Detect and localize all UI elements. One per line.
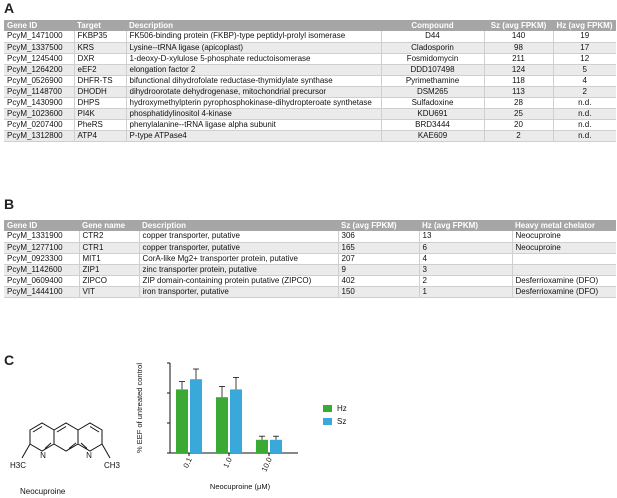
table-b-cell: 13 <box>419 231 512 242</box>
y-axis-label: % EEF of untreated control <box>135 362 144 454</box>
table-b-cell: ZIPCO <box>79 275 139 286</box>
table-a-cell: PI4K <box>74 108 126 119</box>
table-a-cell: 12 <box>553 53 616 64</box>
table-b-row <box>4 253 616 264</box>
table-a-cell: 19 <box>553 31 616 42</box>
table-a-header-3: Compound <box>381 20 484 31</box>
table-b-cell: Desferrioxamine (DFO) <box>512 275 616 286</box>
table-a-cell: 98 <box>484 42 553 53</box>
table-b-cell: 2 <box>419 275 512 286</box>
table-a-cell: 5 <box>553 64 616 75</box>
table-a-cell: PcyM_1471000 <box>4 31 74 42</box>
table-b-cell: copper transporter, putative <box>139 231 338 242</box>
atom-label-n-right: N <box>86 451 92 460</box>
legend-label-hz: Hz <box>337 404 347 413</box>
table-b-cell: 6 <box>419 242 512 253</box>
bar-hz-0.1 <box>176 389 188 453</box>
table-a-cell: phenylalanine--tRNA ligase alpha subunit <box>126 119 381 130</box>
table-b-cell: PcyM_0609400 <box>4 275 79 286</box>
legend-swatch-hz <box>323 405 332 412</box>
table-b-cell: Neocuproine <box>512 242 616 253</box>
table-a-cell: Pyrimethamine <box>381 75 484 86</box>
table-a-cell: DDD107498 <box>381 64 484 75</box>
table-b-cell: PcyM_1142600 <box>4 264 79 275</box>
atom-label-methyl-left: H3C <box>9 461 27 470</box>
table-a-cell: PcyM_0526900 <box>4 75 74 86</box>
x-tick-label: 1.0 <box>221 456 234 470</box>
table-a-cell: 1-deoxy-D-xylulose 5-phosphate reductoisomerase <box>126 53 381 64</box>
table-a-cell: elongation factor 2 <box>126 64 381 75</box>
table-a-cell: 28 <box>484 97 553 108</box>
table-a-row <box>4 64 616 75</box>
table-a-cell: 124 <box>484 64 553 75</box>
table-a <box>4 20 616 142</box>
table-a-row <box>4 97 616 108</box>
eef-bar-chart <box>130 355 380 495</box>
table-a-row <box>4 75 616 86</box>
table-a-cell: n.d. <box>553 97 616 108</box>
table-a-cell: DXR <box>74 53 126 64</box>
table-a-header-4: Sz (avg FPKM) <box>484 20 553 31</box>
table-b-header-3: Sz (avg FPKM) <box>338 220 419 231</box>
bar-sz-1.0 <box>230 389 242 453</box>
table-b-cell: 1 <box>419 286 512 297</box>
table-a-row <box>4 119 616 130</box>
table-a-cell: BRD3444 <box>381 119 484 130</box>
table-a-cell: 25 <box>484 108 553 119</box>
table-a-cell: PheRS <box>74 119 126 130</box>
table-b-cell: ZIP1 <box>79 264 139 275</box>
table-a-cell: DHODH <box>74 86 126 97</box>
table-a-cell: ATP4 <box>74 130 126 141</box>
table-a-cell: 2 <box>553 86 616 97</box>
table-b-cell: 9 <box>338 264 419 275</box>
table-a-cell: DSM265 <box>381 86 484 97</box>
table-a-cell: 211 <box>484 53 553 64</box>
panel-a-letter: A <box>4 0 15 16</box>
table-b-cell: CTR2 <box>79 231 139 242</box>
table-a-cell: KRS <box>74 42 126 53</box>
table-a-cell: PcyM_0207400 <box>4 119 74 130</box>
table-b-cell: copper transporter, putative <box>139 242 338 253</box>
table-b-cell: ZIP domain-containing protein putative (ZIPCO) <box>139 275 338 286</box>
table-a-cell: 113 <box>484 86 553 97</box>
table-b-row <box>4 231 616 242</box>
table-b-body <box>4 231 616 297</box>
table-a-cell: DHFR-TS <box>74 75 126 86</box>
bar-hz-1.0 <box>216 397 228 453</box>
table-b <box>4 220 616 298</box>
table-a-cell: 140 <box>484 31 553 42</box>
table-a-cell: n.d. <box>553 108 616 119</box>
legend-label-sz: Sz <box>337 417 347 426</box>
table-b-header-5: Heavy metal chelator <box>512 220 616 231</box>
bar-sz-0.1 <box>190 379 202 453</box>
panel-b-letter: B <box>4 196 15 212</box>
atom-label-n-left: N <box>40 451 46 460</box>
table-b-row <box>4 275 616 286</box>
table-a-row <box>4 108 616 119</box>
table-a-cell: D44 <box>381 31 484 42</box>
neocuproine-structure <box>0 400 125 485</box>
table-a-cell: 17 <box>553 42 616 53</box>
atom-label-methyl-right: CH3 <box>103 461 121 470</box>
table-a-cell: dihydroorotate dehydrogenase, mitochondrial precursor <box>126 86 381 97</box>
table-a-cell: P-type ATPase4 <box>126 130 381 141</box>
table-a-row <box>4 42 616 53</box>
ring-middle <box>54 423 78 451</box>
table-b-row <box>4 242 616 253</box>
table-a-cell: phosphatidylinositol 4-kinase <box>126 108 381 119</box>
table-b-cell: PcyM_1277100 <box>4 242 79 253</box>
table-b-cell: PcyM_1331900 <box>4 231 79 242</box>
table-b-row <box>4 264 616 275</box>
table-a-cell: Cladosporin <box>381 42 484 53</box>
table-b-cell: MIT1 <box>79 253 139 264</box>
table-a-header-row <box>4 20 616 31</box>
table-b-cell: 306 <box>338 231 419 242</box>
table-b-cell: VIT <box>79 286 139 297</box>
x-tick-label: 10.0 <box>259 456 274 474</box>
table-a-cell: PcyM_1312800 <box>4 130 74 141</box>
table-b-row <box>4 286 616 297</box>
table-a-cell: Sulfadoxine <box>381 97 484 108</box>
table-b-cell <box>512 264 616 275</box>
table-a-cell: FK506-binding protein (FKBP)-type peptidyl-prolyl isomerase <box>126 31 381 42</box>
table-a-header-1: Target <box>74 20 126 31</box>
table-b-cell: Desferrioxamine (DFO) <box>512 286 616 297</box>
table-b-cell: 150 <box>338 286 419 297</box>
table-a-cell: n.d. <box>553 130 616 141</box>
table-a-cell: 2 <box>484 130 553 141</box>
table-a-cell: bifunctional dihydrofolate reductase-thymidylate synthase <box>126 75 381 86</box>
table-a-cell: n.d. <box>553 119 616 130</box>
table-b-cell: 3 <box>419 264 512 275</box>
table-a-cell: PcyM_1023600 <box>4 108 74 119</box>
table-b-header-2: Description <box>139 220 338 231</box>
table-a-row <box>4 53 616 64</box>
table-a-cell: PcyM_1430900 <box>4 97 74 108</box>
bar-hz-10.0 <box>256 440 268 453</box>
table-a-cell: DHPS <box>74 97 126 108</box>
legend-swatch-sz <box>323 418 332 425</box>
table-a-cell: Fosmidomycin <box>381 53 484 64</box>
table-a-cell: 20 <box>484 119 553 130</box>
table-a-cell: eEF2 <box>74 64 126 75</box>
x-tick-label: 0.1 <box>181 456 194 470</box>
table-a-cell: PcyM_1148700 <box>4 86 74 97</box>
molecule-name: Neocuproine <box>20 487 66 496</box>
table-b-cell <box>512 253 616 264</box>
table-b-cell: zinc transporter protein, putative <box>139 264 338 275</box>
table-b-header-4: Hz (avg FPKM) <box>419 220 512 231</box>
x-axis-label: Neocuproine (μM) <box>209 482 271 491</box>
table-a-cell: PcyM_1264200 <box>4 64 74 75</box>
table-a-cell: Lysine--tRNA ligase (apicoplast) <box>126 42 381 53</box>
bar-sz-10.0 <box>270 440 282 453</box>
table-a-header-2: Description <box>126 20 381 31</box>
table-b-cell: 402 <box>338 275 419 286</box>
table-b-cell: PcyM_1444100 <box>4 286 79 297</box>
table-a-header-5: Hz (avg FPKM) <box>553 20 616 31</box>
table-a-cell: KAE609 <box>381 130 484 141</box>
ring-right <box>78 423 102 451</box>
panel-c-letter: C <box>4 352 15 368</box>
table-a-cell: 118 <box>484 75 553 86</box>
table-b-cell: 207 <box>338 253 419 264</box>
table-b-header-0: Gene ID <box>4 220 79 231</box>
table-a-cell: PcyM_1245400 <box>4 53 74 64</box>
table-a-cell: FKBP35 <box>74 31 126 42</box>
table-b-cell: CorA-like Mg2+ transporter protein, putative <box>139 253 338 264</box>
table-a-cell: PcyM_1337500 <box>4 42 74 53</box>
table-a-row <box>4 86 616 97</box>
table-b-cell: PcyM_0923300 <box>4 253 79 264</box>
table-a-cell: hydroxymethylpterin pyrophosphokinase-dihydropteroate synthetase <box>126 97 381 108</box>
table-b-header-1: Gene name <box>79 220 139 231</box>
table-a-row <box>4 130 616 141</box>
table-b-header-row <box>4 220 616 231</box>
table-b-cell: 165 <box>338 242 419 253</box>
table-a-cell: 4 <box>553 75 616 86</box>
table-b-cell: iron transporter, putative <box>139 286 338 297</box>
table-a-body <box>4 31 616 141</box>
table-a-header-0: Gene ID <box>4 20 74 31</box>
table-b-cell: Neocuproine <box>512 231 616 242</box>
ring-left <box>30 423 54 451</box>
table-b-cell: 4 <box>419 253 512 264</box>
table-a-cell: KDU691 <box>381 108 484 119</box>
table-a-row <box>4 31 616 42</box>
table-b-cell: CTR1 <box>79 242 139 253</box>
